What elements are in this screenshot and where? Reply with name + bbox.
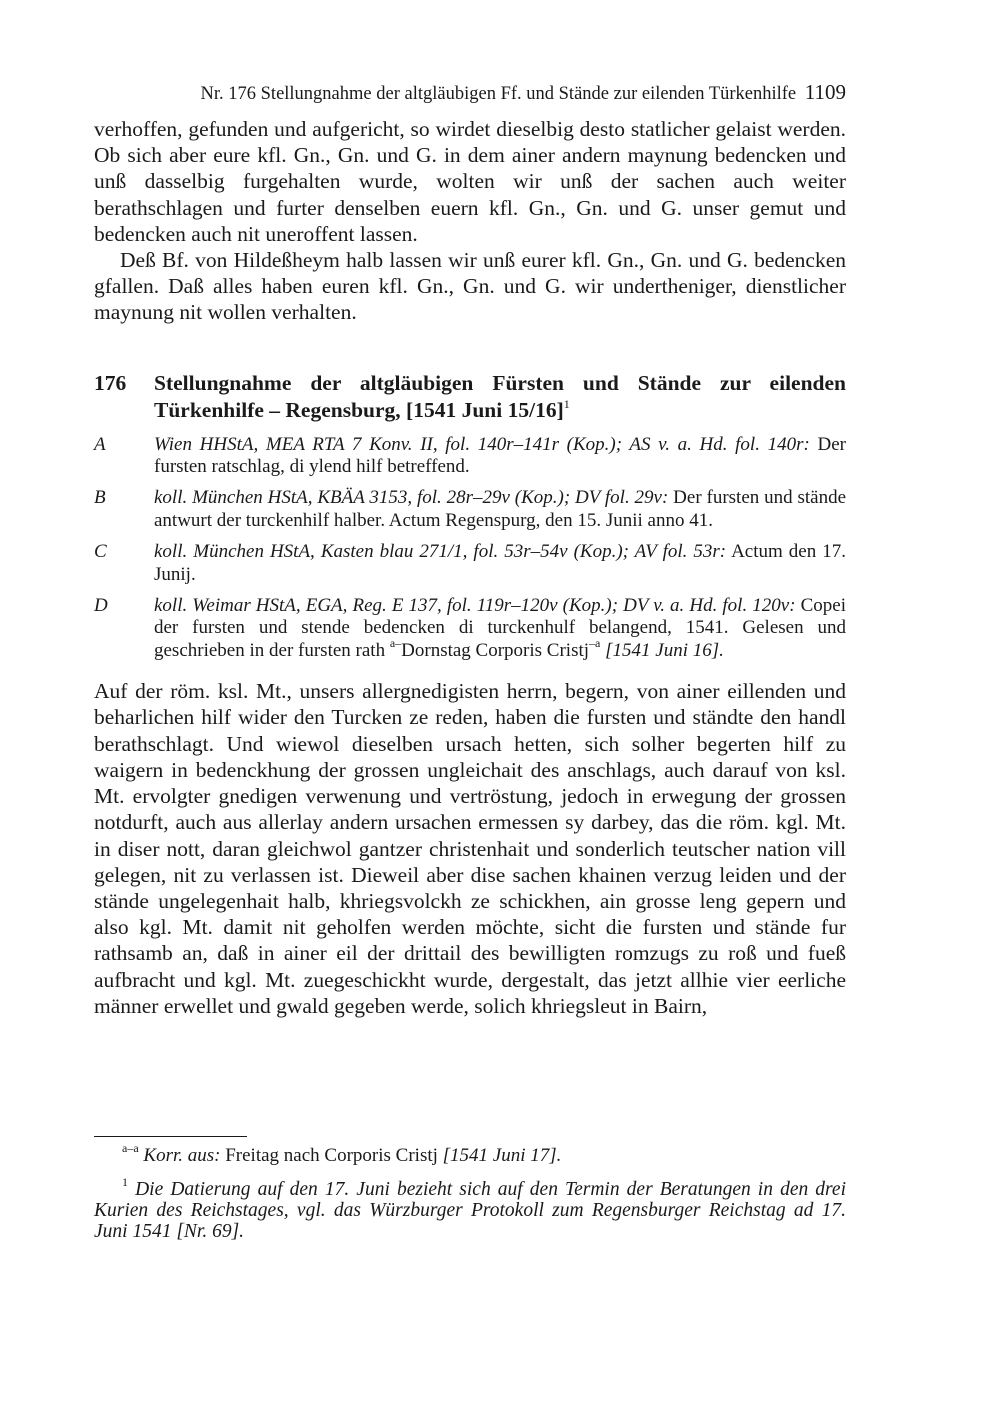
footnote-a	[94, 1141, 846, 1167]
variant-mark-open: a–	[389, 635, 402, 650]
source-description	[154, 595, 846, 662]
source-entry-a	[94, 434, 846, 479]
footnote-a-date: [1541 Juni 17].	[442, 1145, 562, 1166]
source-description	[154, 541, 846, 586]
source-text: Der fursten ratschlag, di ylend hilf betreffend.	[154, 433, 846, 478]
document-title-text: Stellungnahme der altgläubigen Fürsten und Stände zur eilenden Türkenhilfe – Regensburg, [1541 Juni 15/16]	[154, 370, 846, 422]
document-heading	[94, 370, 846, 424]
footnote-a-text: Freitag nach Corporis Cristj	[225, 1145, 438, 1166]
page	[94, 78, 846, 1019]
source-text: Actum den 17. Junij.	[154, 541, 846, 585]
source-sigle: D	[94, 595, 108, 617]
main-text: Auf der röm. ksl. Mt., unsers allergnedigisten herrn, begern, von ainer eillenden und beharlichen hilf wider den Turcken ze reden, haben die fursten und ständte den handl berathschlagt. Und wiewol dieselben ursach hetten, sich solher begerten hilf zu waigern in bedenckhung der grossen ungleichait des anschlags, auch darauf von ksl. Mt. ervolgter gnedigen verwenung und vertröstung, jedoch in erwegung der grossen notdurft, auch aus allerlay andern ursachen ermessen sy darbey, das die röm. kgl. Mt. in diser nott, daran gleichwol gantzer christenhait und sonderlich teutscher nation vill gelegen, nit zu verlassen ist. Dieweil aber dise sachen khainen verzug leiden und der stände ungelegenhait halb, khriegsvolckh ze schickhen, ain grosse leng gepern und also kgl. Mt. damit nit geholfen werden möchte, sicht die fursten und stände fur rathsamb an, daß in ainer eil der drittail des bewilligten romzugs zu roß und fueß aufbracht und kgl. Mt. zuegeschickht wurde, dergestalt, das jetzt allhie vier eerliche männer erwellet und gwald gegeben werde, solich khriegsleut in Bairn,	[94, 679, 846, 1018]
footnote-1-mark: 1	[122, 1175, 128, 1189]
document-number: 176	[94, 370, 127, 395]
running-head-title: Nr. 176 Stellungnahme der altgläubigen Ff. und Stände zur eilenden Türkenhilfe	[200, 84, 797, 104]
page-number: 1109	[804, 80, 846, 104]
footnote-1	[94, 1175, 846, 1242]
source-text-marked: Dornstag Corporis Cristj	[401, 639, 590, 661]
source-ref: koll. Weimar HStA, EGA, Reg. E 137, fol. 119r–120v (Kop.); DV v. a. Hd. fol. 120v:	[154, 595, 796, 617]
source-entry-c	[94, 541, 846, 586]
footnote-1-text: Die Datierung auf den 17. Juni bezieht sich auf den Termin der Beratungen in den drei Kurien des Reichstages, vgl. das Würzburger Protokoll zum Regensburger Reichstag ad 17. Juni 1541 [Nr. 69].	[94, 1179, 846, 1242]
source-list	[94, 434, 846, 663]
source-ref: Wien HHStA, MEA RTA 7 Konv. II, fol. 140r–141r (Kop.); AS v. a. Hd. fol. 140r:	[154, 433, 810, 455]
footnote-a-label: Korr. aus:	[143, 1145, 221, 1166]
title-footnote-mark: 1	[563, 396, 570, 411]
intro-paragraph-1: verhoffen, gefunden und aufgericht, so wirdet dieselbig desto statlicher gelaist werden. Ob sich aber eure kfl. Gn., Gn. und G. in dem ainer andern maynung bedencken und unß dasselbig furgehalten wurde, wolten wir unß der sachen auch weiter berathschlagen und furter denselben euern kfl. Gn., Gn. und G. unser gemut und bedencken auch nit uneroffent lassen.	[94, 117, 846, 246]
footnote-a-mark: a–a	[122, 1141, 139, 1155]
source-description	[154, 487, 846, 532]
source-sigle: A	[94, 433, 106, 455]
intro-paragraph-2: Deß Bf. von Hildeßheym halb lassen wir unß eurer kfl. Gn., Gn. und G. bedencken gfallen. Daß alles haben euren kfl. Gn., Gn. und G. wir undertheniger, dienstlicher maynung nit wollen verhalten.	[94, 248, 846, 325]
source-text: Copei der fursten und stende bedencken di turckenhulf belangend, 1541. Gelesen und geschrieben in der fursten rath	[154, 595, 847, 661]
document-title	[154, 370, 846, 424]
source-entry-b	[94, 487, 846, 532]
variant-mark-close: –a	[589, 635, 601, 650]
source-text: Der fursten und stände antwurt der turckenhilf halber. Actum Regenspurg, den 15. Junii anno 41.	[154, 487, 847, 531]
source-entry-d	[94, 595, 846, 662]
footnote-rule	[94, 1136, 247, 1137]
source-description	[154, 434, 846, 479]
footnotes	[94, 1136, 846, 1242]
source-ref: koll. München HStA, KBÄA 3153, fol. 28r–29v (Kop.); DV fol. 29v:	[154, 487, 669, 509]
running-head	[94, 78, 846, 108]
source-date: [1541 Juni 16].	[605, 639, 724, 661]
source-ref: koll. München HStA, Kasten blau 271/1, fol. 53r–54v (Kop.); AV fol. 53r:	[154, 541, 727, 563]
source-sigle: B	[94, 487, 106, 509]
source-sigle: C	[94, 541, 107, 563]
